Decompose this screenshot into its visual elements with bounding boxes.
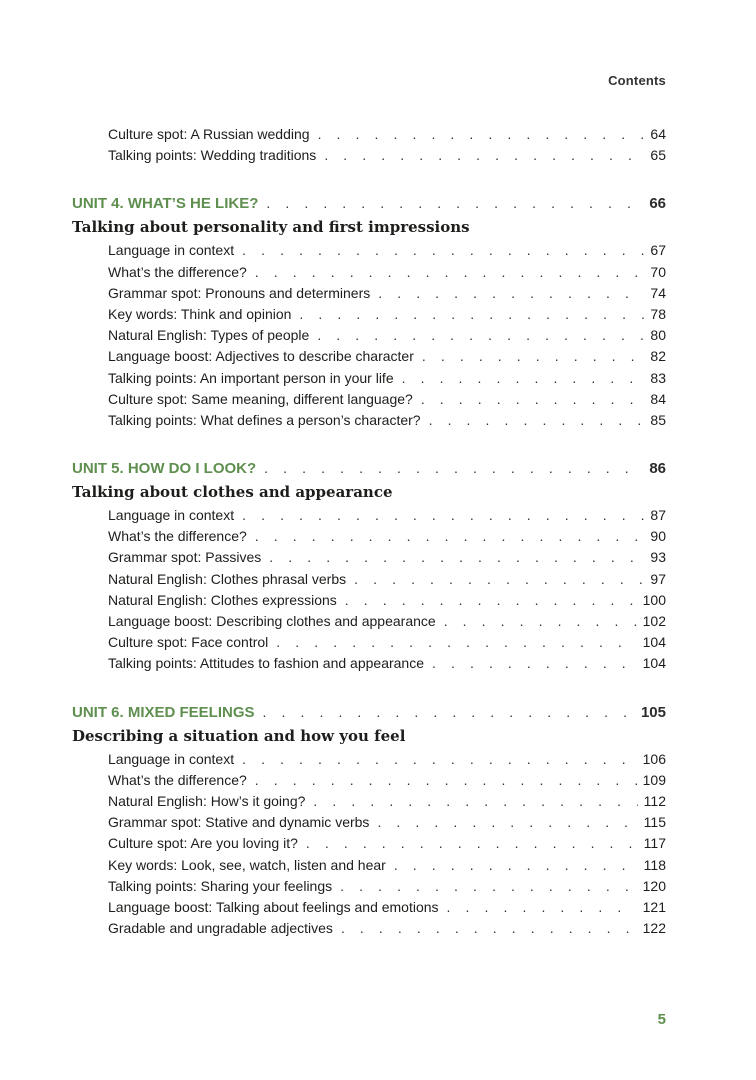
toc-entry[interactable]	[72, 547, 666, 568]
toc-entry-label: Language in context	[108, 507, 235, 524]
dot-leader	[313, 791, 637, 812]
unit-section-6	[72, 701, 666, 940]
toc-entry-label: Talking points: Attitudes to fashion and appearance	[108, 655, 424, 672]
toc-entry[interactable]	[72, 632, 666, 653]
toc-entry[interactable]	[72, 569, 666, 590]
toc-entry[interactable]	[72, 812, 666, 833]
toc-entry-page: 100	[642, 591, 666, 608]
toc-entry-page: 74	[650, 284, 666, 301]
toc-entry[interactable]	[72, 240, 666, 261]
unit-page: 105	[640, 703, 666, 721]
toc-entry-page: 104	[642, 634, 666, 651]
dot-leader	[318, 124, 645, 145]
unit-heading[interactable]	[72, 701, 666, 723]
toc-entry-label: Grammar spot: Stative and dynamic verbs	[108, 814, 370, 831]
dot-leader	[345, 590, 637, 611]
dot-leader	[264, 457, 637, 479]
toc-entry[interactable]	[72, 590, 666, 611]
dot-leader	[255, 262, 645, 283]
toc-entry-label: Natural English: Clothes expressions	[108, 591, 337, 608]
toc-entry-page: 122	[642, 920, 666, 937]
dot-leader	[422, 346, 645, 367]
toc-entry[interactable]	[72, 505, 666, 526]
toc-entry-label: Language boost: Adjectives to describe character	[108, 348, 414, 365]
dot-leader	[299, 304, 644, 325]
dot-leader	[266, 192, 637, 214]
dot-leader	[447, 897, 637, 918]
unit-page: 66	[649, 195, 666, 213]
toc-entry-label: Culture spot: Face control	[108, 634, 269, 651]
toc-entry-label: Talking points: What defines a person’s character?	[108, 411, 421, 428]
dot-leader	[263, 701, 629, 723]
dot-leader	[269, 547, 644, 568]
toc-entry-label: What’s the difference?	[108, 771, 247, 788]
toc-entry[interactable]	[72, 389, 666, 410]
unit-section-5	[72, 457, 666, 675]
dot-leader	[317, 325, 644, 346]
unit-title: UNIT 4. WHAT’S HE LIKE?	[72, 195, 259, 213]
toc-entry-page: 87	[650, 507, 666, 524]
dot-leader	[444, 611, 637, 632]
toc-entry-page: 118	[643, 856, 666, 873]
toc-entry-label: Key words: Think and opinion	[108, 305, 292, 322]
toc-entry-label: Culture spot: A Russian wedding	[108, 126, 310, 142]
toc-entry[interactable]	[72, 145, 666, 166]
toc-entry[interactable]	[72, 791, 666, 812]
continued-entries	[72, 124, 666, 166]
toc-entry-page: 85	[650, 411, 666, 428]
unit-heading[interactable]	[72, 192, 666, 214]
toc-entry-page: 64	[650, 126, 666, 142]
unit-title: UNIT 6. MIXED FEELINGS	[72, 703, 255, 721]
unit-heading[interactable]	[72, 457, 666, 479]
toc-entry-label: Key words: Look, see, watch, listen and hear	[108, 856, 386, 873]
toc-entry-label: Language in context	[108, 750, 235, 767]
toc-entry-label: What’s the difference?	[108, 528, 247, 545]
toc-entry-page: 120	[642, 877, 666, 894]
toc-entry-label: Gradable and ungradable adjectives	[108, 920, 333, 937]
toc-entry-page: 115	[643, 814, 666, 831]
toc-entry-label: Natural English: How’s it going?	[108, 792, 306, 809]
dot-leader	[306, 833, 638, 854]
toc-entry-label: Language boost: Talking about feelings and emotions	[108, 898, 439, 915]
dot-leader	[394, 855, 638, 876]
toc-entry[interactable]	[72, 653, 666, 674]
unit-subtitle: Talking about personality and first impressions	[72, 218, 470, 237]
toc-entry-page: 70	[650, 263, 666, 280]
toc-entry-page: 83	[650, 369, 666, 386]
toc-entry[interactable]	[72, 918, 666, 939]
toc-entry-page: 67	[650, 242, 666, 259]
toc-entry-label: Culture spot: Are you loving it?	[108, 835, 298, 852]
toc-entry[interactable]	[72, 124, 666, 145]
toc-entry-page: 82	[650, 348, 666, 365]
toc-entry[interactable]	[72, 749, 666, 770]
dot-leader	[429, 410, 645, 431]
dot-leader	[341, 918, 637, 939]
dot-leader	[354, 569, 644, 590]
toc-entry-label: Culture spot: Same meaning, different language?	[108, 390, 413, 407]
table-of-contents	[72, 124, 666, 939]
toc-entry-page: 109	[642, 771, 666, 788]
toc-entry-page: 65	[650, 147, 666, 164]
toc-entry[interactable]	[72, 855, 666, 876]
unit-page: 86	[649, 460, 666, 478]
toc-entry[interactable]	[72, 526, 666, 547]
toc-entry-page: 90	[650, 528, 666, 545]
dot-leader	[255, 526, 645, 547]
unit-title: UNIT 5. HOW DO I LOOK?	[72, 460, 257, 478]
toc-entry[interactable]	[72, 304, 666, 325]
toc-entry-page: 78	[650, 305, 666, 322]
unit-subtitle: Talking about clothes and appearance	[72, 483, 393, 502]
toc-entry-label: Talking points: Sharing your feelings	[108, 877, 333, 894]
dot-leader	[421, 389, 645, 410]
toc-entry[interactable]	[72, 833, 666, 854]
toc-entry[interactable]	[72, 611, 666, 632]
toc-entry-page: 97	[650, 570, 666, 587]
toc-entry[interactable]	[72, 368, 666, 389]
dot-leader	[242, 749, 637, 770]
dot-leader	[432, 653, 637, 674]
dot-leader	[276, 632, 636, 653]
toc-entry[interactable]	[72, 346, 666, 367]
toc-entry-label: Natural English: Clothes phrasal verbs	[108, 570, 347, 587]
toc-entry-page: 112	[643, 792, 666, 809]
toc-entry-page: 80	[650, 327, 666, 344]
toc-entry-label: Grammar spot: Pronouns and determiners	[108, 284, 371, 301]
toc-entry-label: Talking points: Wedding traditions	[108, 147, 317, 164]
toc-entry-label: What’s the difference?	[108, 263, 247, 280]
dot-leader	[242, 505, 644, 526]
page-number: 5	[657, 1011, 666, 1028]
unit-subtitle: Describing a situation and how you feel	[72, 726, 406, 745]
toc-entry[interactable]	[72, 262, 666, 283]
toc-entry-label: Talking points: An important person in your life	[108, 369, 394, 386]
toc-entry-page: 93	[650, 549, 666, 566]
toc-entry-page: 102	[642, 613, 666, 629]
toc-entry-label: Natural English: Types of people	[108, 327, 310, 344]
dot-leader	[255, 770, 637, 791]
toc-entry[interactable]	[72, 410, 666, 431]
toc-entry[interactable]	[72, 897, 666, 918]
dot-leader	[324, 145, 644, 166]
dot-leader	[378, 283, 644, 304]
toc-entry-page: 117	[643, 835, 666, 852]
toc-entry[interactable]	[72, 770, 666, 791]
toc-entry[interactable]	[72, 325, 666, 346]
toc-entry-page: 106	[642, 750, 666, 767]
dot-leader	[340, 876, 637, 897]
dot-leader	[377, 812, 637, 833]
toc-entry[interactable]	[72, 283, 666, 304]
unit-section-4	[72, 192, 666, 431]
toc-entry-page: 84	[650, 390, 666, 407]
toc-entry-label: Language boost: Describing clothes and appearance	[108, 613, 436, 629]
dot-leader	[402, 368, 645, 389]
toc-entry[interactable]	[72, 876, 666, 897]
toc-entry-label: Grammar spot: Passives	[108, 549, 262, 566]
dot-leader	[242, 240, 644, 261]
toc-entry-page: 104	[642, 655, 666, 672]
toc-entry-page: 121	[642, 898, 666, 915]
running-header: Contents	[608, 73, 666, 88]
toc-entry-label: Language in context	[108, 242, 235, 259]
